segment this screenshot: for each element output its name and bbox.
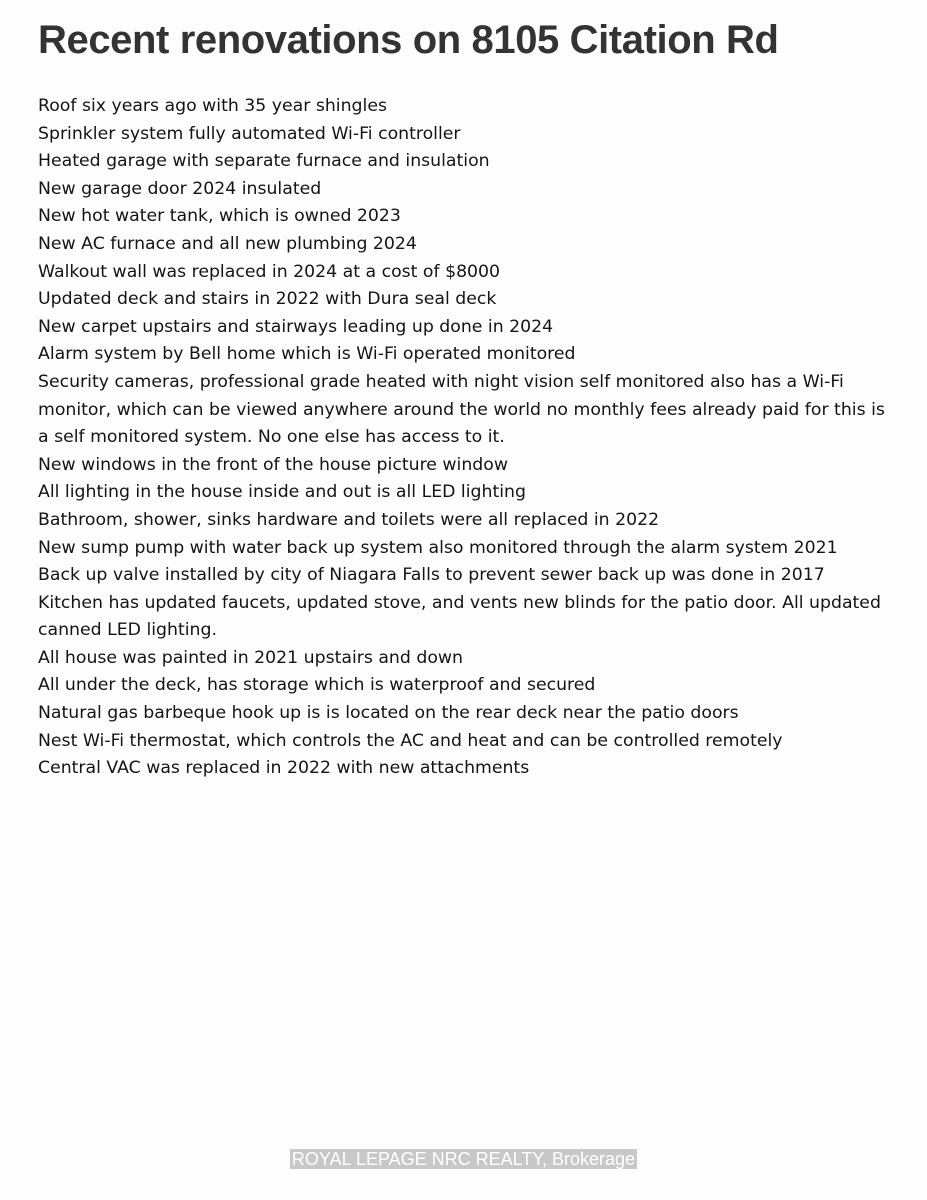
list-item: Central VAC was replaced in 2022 with new attachments: [38, 758, 530, 779]
list-item: Roof six years ago with 35 year shingles: [38, 96, 387, 116]
list-item: Bathroom, shower, sinks hardware and toilets were all replaced in 2022: [38, 509, 660, 530]
list-item: New sump pump with water back up system also monitored through the alarm system 2021: [38, 537, 838, 558]
list-item: Alarm system by Bell home which is Wi-Fi operated monitored: [38, 344, 576, 365]
list-item: New garage door 2024 insulated: [38, 178, 322, 199]
list-item: Natural gas barbeque hook up is is located on the rear deck near the patio doors: [38, 703, 739, 724]
list-item: All lighting in the house inside and out is all LED lighting: [38, 482, 526, 503]
brokerage-footer: [0, 1146, 927, 1172]
list-item: New carpet upstairs and stairways leading up done in 2024: [38, 316, 554, 337]
list-item: Heated garage with separate furnace and insulation: [38, 151, 490, 172]
list-item: All under the deck, has storage which is waterproof and secured: [38, 675, 596, 696]
brokerage-name: ROYAL LEPAGE NRC REALTY, Brokerage: [291, 1149, 636, 1169]
list-item: New windows in the front of the house picture window: [38, 454, 508, 475]
list-item: Back up valve installed by city of Niagara Falls to prevent sewer back up was done in 2017: [38, 565, 825, 586]
list-item: New AC furnace and all new plumbing 2024: [38, 233, 417, 254]
list-item: Walkout wall was replaced in 2024 at a cost of $8000: [38, 261, 501, 282]
list-item: Updated deck and stairs in 2022 with Dura seal deck: [38, 289, 497, 310]
list-item: Nest Wi-Fi thermostat, which controls the AC and heat and can be controlled remotely: [38, 730, 783, 751]
list-item: Kitchen has updated faucets, updated stove, and vents new blinds for the patio door. All updated canned LED lighting.: [38, 592, 881, 641]
list-item: All house was painted in 2021 upstairs and down: [38, 647, 463, 668]
renovation-list: [38, 93, 888, 783]
list-item: Sprinkler system fully automated Wi-Fi controller: [38, 123, 461, 144]
page-title: Recent renovations on 8105 Citation Rd: [38, 18, 779, 62]
list-item: Security cameras, professional grade heated with night vision self monitored also has a Wi-Fi monitor, which can be viewed anywhere around the world no monthly fees already paid for this is a self monitored system. No one else has access to it.: [38, 371, 885, 448]
list-item: New hot water tank, which is owned 2023: [38, 206, 401, 227]
